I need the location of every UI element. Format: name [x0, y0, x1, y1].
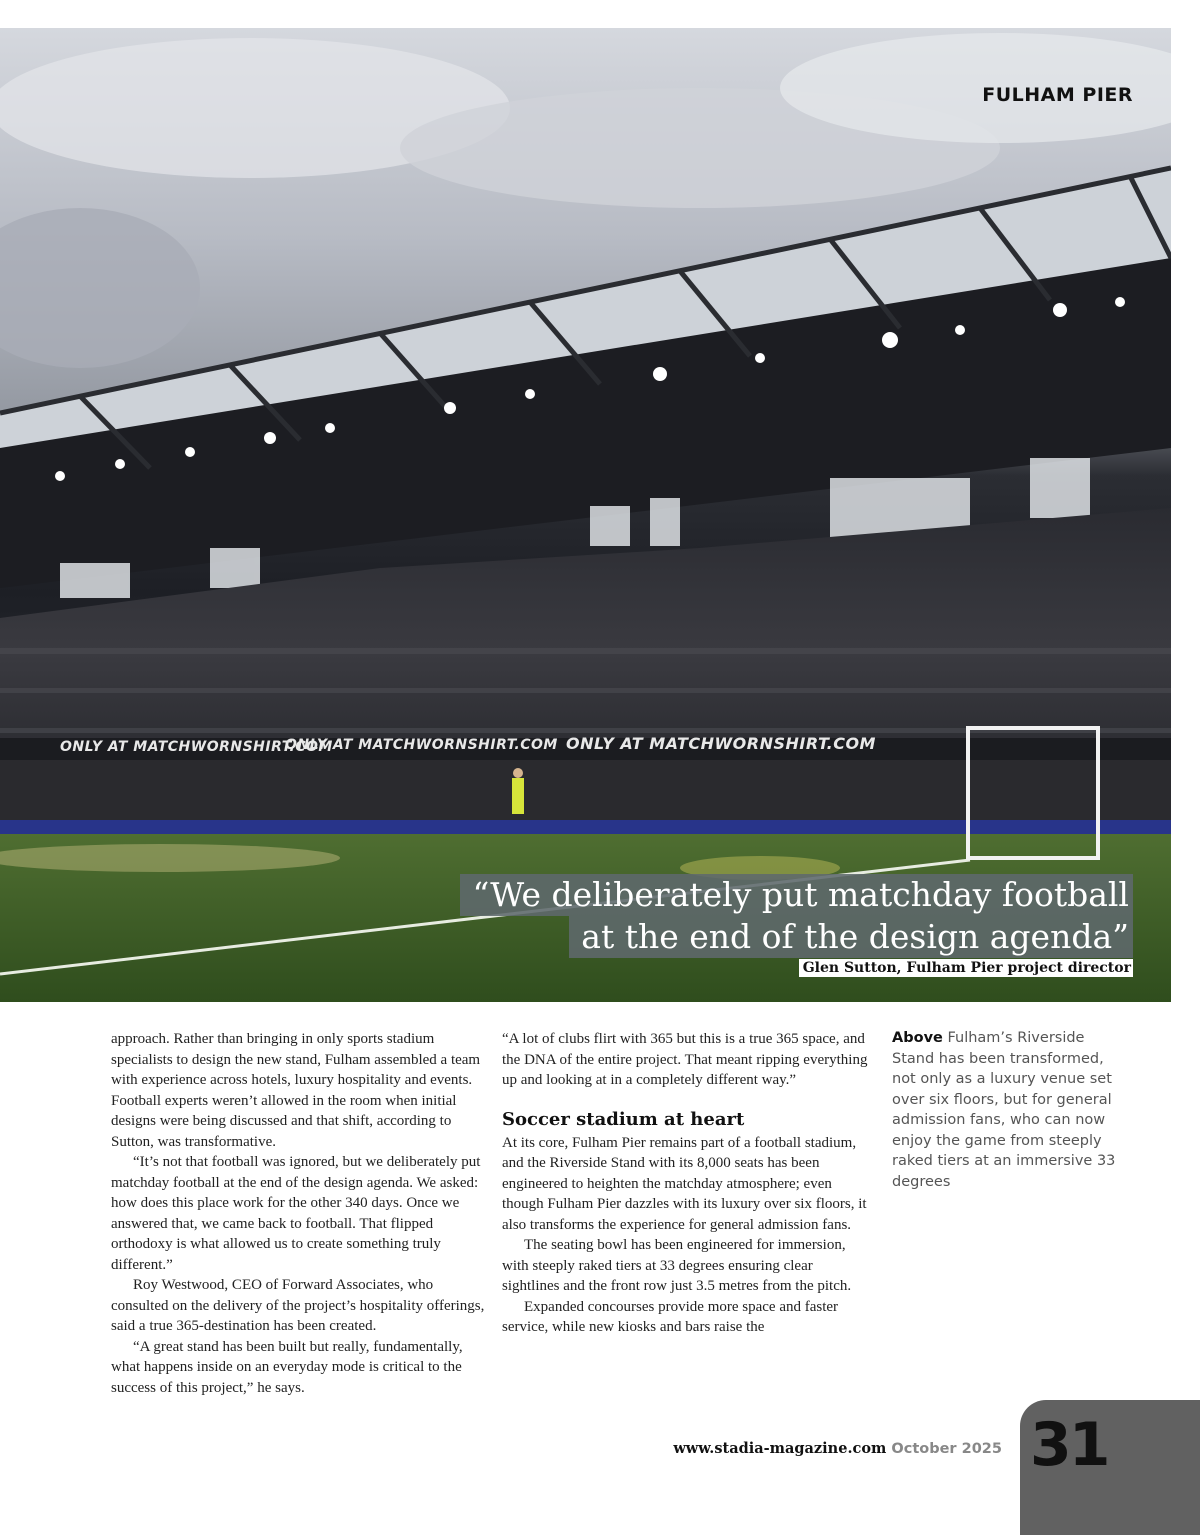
footer — [673, 1440, 1002, 1457]
paragraph: At its core, Fulham Pier remains part of a football stadium, and the Riverside Stand with its 8,000 seats has been engineered to heighten the matchday atmosphere; even though Fulham Pier dazzles with its luxury over six floors, it also transforms the experience for general admission fans. — [502, 1134, 867, 1233]
paragraph: “It’s not that football was ignored, but we deliberately put matchday football at the end of the design agenda. We asked: how does this place work for the other 340 days. Once we answered that, we came back to football. That flipped orthodoxy is what allowed us to create something truly different.” — [111, 1154, 481, 1273]
section-label: FULHAM PIER — [982, 84, 1133, 106]
paragraph: “A great stand has been built but really, fundamentally, what happens inside on an everyday mode is critical to the success of this project,” he says. — [111, 1338, 463, 1396]
page-number: 31 — [1030, 1410, 1108, 1480]
article-column-1 — [111, 1029, 487, 1398]
website-url: www.stadia-magazine.com — [673, 1440, 887, 1457]
stadium-illustration — [0, 28, 1171, 1002]
paragraph: approach. Rather than bringing in only sports stadium specialists to design the new stand, Fulham assembled a team with experience across hotels, luxury hospitality and events. Football experts weren’t allowed in the room when initial designs were being discussed and that shift, according to Sutton, was transformative. — [111, 1031, 481, 1150]
paragraph: Roy Westwood, CEO of Forward Associates, who consulted on the delivery of the project’s hospitality offerings, said a true 365-destination has been created. — [111, 1277, 485, 1334]
ad-banner-text: ONLY AT MATCHWORNSHIRT.COM — [285, 737, 558, 753]
caption-label: Above — [892, 1030, 943, 1046]
article-column-2 — [502, 1029, 872, 1338]
hero-photo — [0, 28, 1171, 1002]
paragraph: The seating bowl has been engineered for immersion, with steeply raked tiers at 33 degrees ensuring clear sightlines and the front row just 3.5 metres from the pitch. — [502, 1237, 852, 1294]
pull-quote — [460, 874, 1133, 977]
issue-date: October 2025 — [891, 1441, 1002, 1457]
pull-quote-line: at the end of the design agenda” — [569, 916, 1133, 958]
caption-text: Fulham’s Riverside Stand has been transformed, not only as a luxury venue set over six floors, but for general admission fans, who can now enjoy the game from steeply raked tiers at an immersive 33 degrees — [892, 1030, 1116, 1190]
photo-caption — [892, 1028, 1117, 1192]
paragraph: Expanded concourses provide more space and faster service, while new kiosks and bars raise the — [502, 1298, 839, 1335]
pull-quote-line: “We deliberately put matchday football — [460, 874, 1133, 916]
subheading: Soccer stadium at heart — [502, 1108, 745, 1130]
paragraph: “A lot of clubs flirt with 365 but this is a true 365 space, and the DNA of the entire project. That meant ripping everything up and looking at in a completely different way.” — [502, 1031, 868, 1088]
ad-banner-text: ONLY AT MATCHWORNSHIRT.COM — [60, 739, 333, 755]
ad-banner-text: ONLY AT MATCHWORNSHIRT.COM — [566, 734, 876, 753]
quote-attribution: Glen Sutton, Fulham Pier project director — [799, 959, 1133, 977]
